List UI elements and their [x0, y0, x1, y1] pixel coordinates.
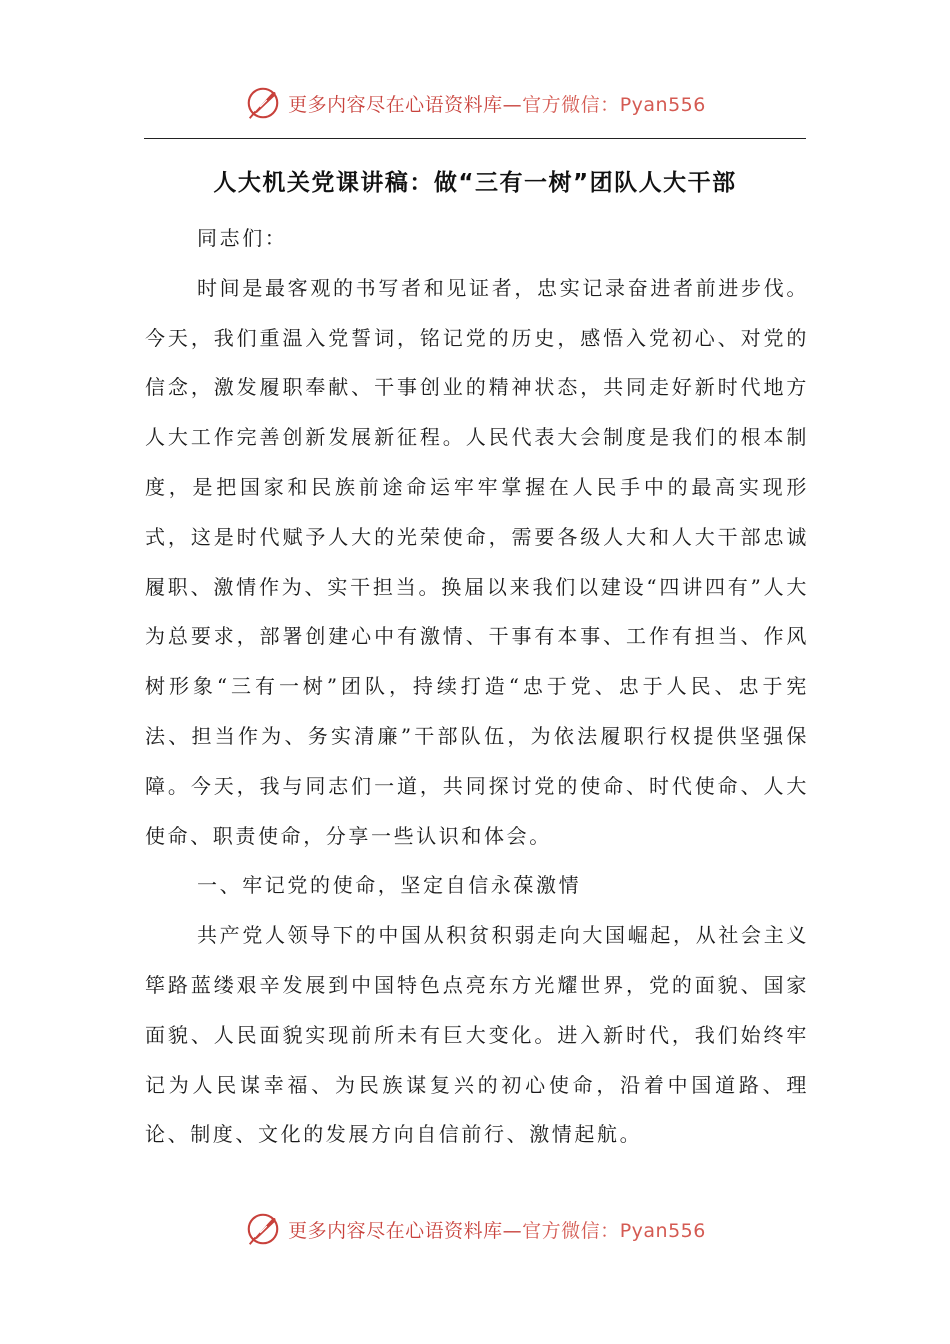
section-heading: 一、牢记党的使命，坚定自信永葆激情: [197, 873, 582, 898]
paragraph: 时间是最客观的书写者和见证者，忠实记录奋进者前进步伐。今天，我们重温入党誓词，铭记党的历史，感悟入党初心、对党的信念，激发履职奉献、干事创业的精神状态，共同走好新时代地方人大工作完善创新发展新征程。人民代表大会制度是我们的根本制度，是把国家和民族前途命运牢牢掌握在人民手中的最高实现形式，这是时代赋予人大的光荣使命，需要各级人大和人大干部忠诚履职、激情作为、实干担当。换届以来我们以建设“四讲四有”人大为总要求，部署创建心中有激情、干事有本事、工作有担当、作风树形象“三有一树”团队，持续打造“忠于党、忠于人民、忠于宪法、担当作为、务实清廉”干部队伍，为依法履职行权提供坚强保障。今天，我与同志们一道，共同探讨党的使命、时代使命、人大使命、职责使命，分享一些认识和体会。: [145, 275, 809, 848]
footer-watermark: [0, 1210, 950, 1248]
watermark-wechat-id: Pyan556: [619, 93, 706, 116]
quill-pen-logo-icon: [244, 1210, 282, 1248]
quill-pen-logo-icon: [244, 84, 282, 122]
watermark-official: 官方微信：: [522, 1219, 620, 1242]
paragraph: 共产党人领导下的中国从积贫积弱走向大国崛起，从社会主义筚路蓝缕艰辛发展到中国特色点亮东方光耀世界，党的面貌、国家面貌、人民面貌实现前所未有巨大变化。进入新时代，我们始终牢记为人民谋幸福、为民族谋复兴的初心使命，沿着中国道路、理论、制度、文化的发展方向自信前行、激情起航。: [145, 923, 809, 1147]
salutation: 同志们：: [197, 226, 288, 250]
document-body: [145, 214, 809, 1160]
watermark-separator: —: [502, 1219, 523, 1242]
watermark-official: 官方微信：: [522, 93, 620, 116]
watermark-wechat-id: Pyan556: [619, 1219, 706, 1242]
watermark-text: [288, 90, 706, 117]
header-divider: [144, 138, 806, 139]
header-watermark: [0, 84, 950, 122]
watermark-text: [288, 1216, 706, 1243]
watermark-separator: —: [502, 93, 523, 116]
watermark-brand: 更多内容尽在心语资料库: [288, 93, 503, 116]
watermark-brand: 更多内容尽在心语资料库: [288, 1219, 503, 1242]
document-title: 人大机关党课讲稿：做“三有一树”团队人大干部: [213, 170, 737, 196]
